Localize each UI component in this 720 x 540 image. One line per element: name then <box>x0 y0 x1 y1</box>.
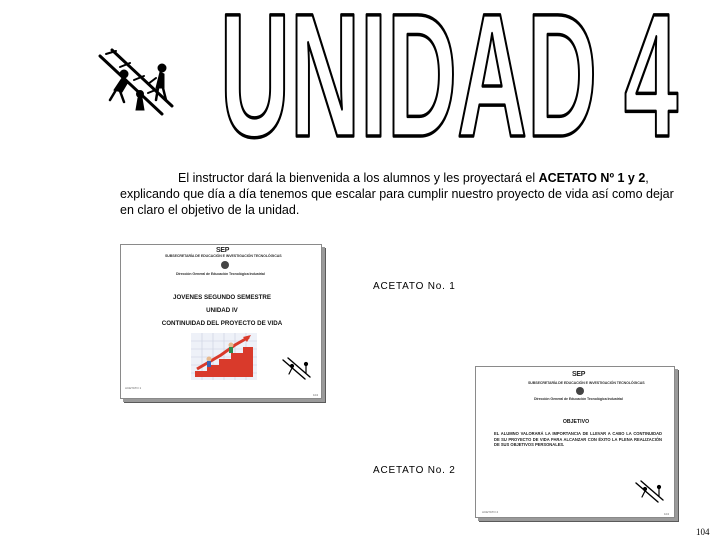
slide-thumbnail-2 <box>475 366 675 518</box>
intro-paragraph <box>120 170 682 218</box>
slide-footer-left: ACETATO 1 <box>125 386 142 390</box>
ladder-climbers-icon <box>281 357 311 381</box>
seal-icon <box>576 387 584 395</box>
slide-footer-left: ACETATO 2 <box>482 510 499 514</box>
slide-footer-right: 104 <box>664 512 670 516</box>
slide-line-2: UNIDAD IV <box>206 307 238 314</box>
intro-text-before: El instructor dará la bienvenida a los alumnos y les proyectará el <box>178 171 539 185</box>
slide-subsecretaria: SUBSECRETARÍA DE EDUCACIÓN E INVESTIGACIÓN TECNOLÓGICAS <box>528 381 645 385</box>
slide-direccion: Dirección General de Educación Tecnológica Industrial <box>176 272 265 276</box>
slide-line-1: JOVENES SEGUNDO SEMESTRE <box>173 294 271 301</box>
page-title <box>214 4 684 144</box>
unit-title-text: UNIDAD 4 <box>220 4 678 144</box>
acetato-label-2: ACETATO No. 2 <box>373 465 456 476</box>
sep-logo: SEP <box>216 247 230 254</box>
seal-icon <box>221 261 229 269</box>
intro-highlight: ACETATO Nº 1 y 2 <box>538 171 646 185</box>
sep-logo: SEP <box>572 371 586 378</box>
intro-text-after: , explicando que día a día tenemos que escalar para cumplir nuestro proyecto de vida así como dejar en claro el objetivo de la unidad. <box>120 171 674 217</box>
slide-objective-heading: OBJETIVO <box>562 419 590 425</box>
slide-line-3: CONTINUIDAD DEL PROYECTO DE VIDA <box>161 320 283 327</box>
slide-footer-right: 104 <box>313 393 319 397</box>
slide-subsecretaria: SUBSECRETARÍA DE EDUCACIÓN E INVESTIGACIÓN TECNOLÓGICAS <box>165 254 282 258</box>
slide-direccion: Dirección General de Educación Tecnológica Industrial <box>534 397 623 401</box>
stairs-arrow-image <box>191 333 257 380</box>
slide-objective-text: EL ALUMNO VALORARÁ LA IMPORTANCIA DE LLEVAR A CABO LA CONTINUIDAD DE SU PROYECTO DE VIDA PARA ALCANZAR CON ÉXITO LA PLENA REALIZACIÓN DE SUS OBJETIVOS PERSONALES. <box>494 431 662 448</box>
ladder-climbers-icon <box>634 480 664 504</box>
ladder-climbers-icon <box>92 48 174 118</box>
page-number: 104 <box>696 527 710 537</box>
slide-thumbnail-1 <box>120 244 322 399</box>
acetato-label-1: ACETATO No. 1 <box>373 281 456 292</box>
